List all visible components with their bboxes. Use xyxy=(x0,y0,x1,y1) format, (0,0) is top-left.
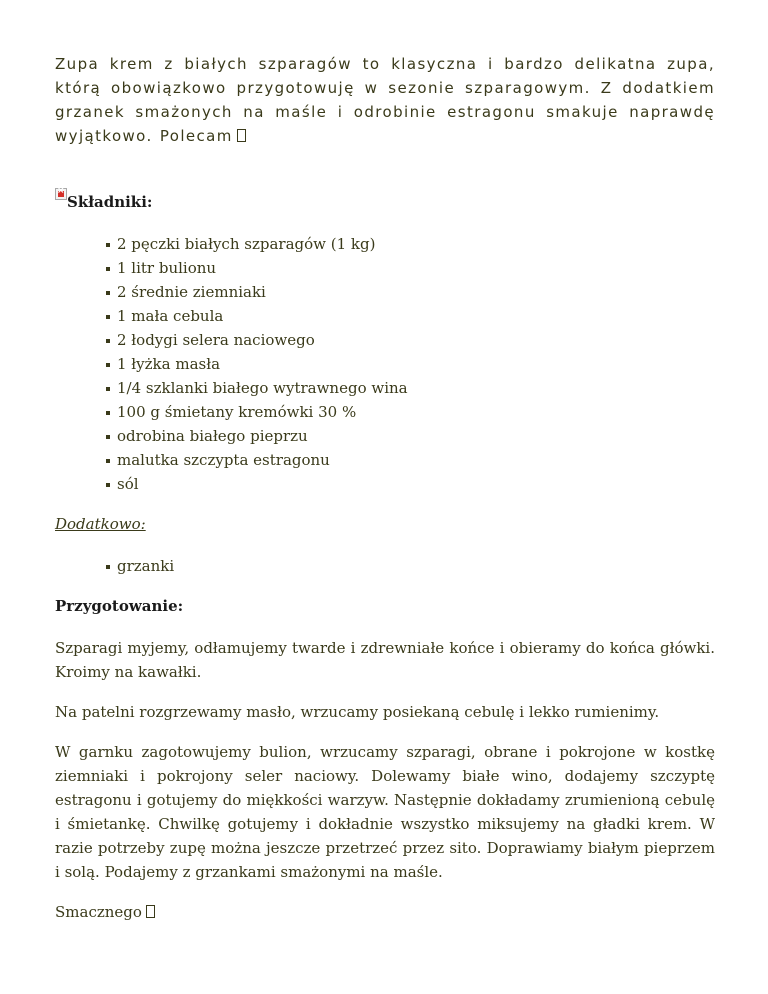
list-item: 1 mała cebula xyxy=(106,304,715,328)
preparation-heading: Przygotowanie: xyxy=(55,597,184,615)
closing-text: Smacznego xyxy=(55,903,142,921)
ingredients-heading: Składniki: xyxy=(67,193,153,211)
closing-line xyxy=(55,900,715,924)
list-item: 2 średnie ziemniaki xyxy=(106,280,715,304)
ingredients-list xyxy=(55,232,715,496)
list-item: 1 litr bulionu xyxy=(106,256,715,280)
list-item: grzanki xyxy=(106,554,715,578)
list-item: 100 g śmietany kremówki 30 % xyxy=(106,400,715,424)
missing-glyph-icon xyxy=(146,905,155,918)
broken-image-icon xyxy=(55,188,67,200)
list-item: 1 łyżka masła xyxy=(106,352,715,376)
preparation-step-1: Szparagi myjemy, odłamujemy twarde i zdrewniałe końce i obieramy do końca główki. Kroimy na kawałki. xyxy=(55,639,715,681)
list-item: 2 pęczki białych szparagów (1 kg) xyxy=(106,232,715,256)
preparation-step-3: W garnku zagotowujemy bulion, wrzucamy szparagi, obrane i pokrojone w kostkę ziemniaki i pokrojony seler naciowy. Dolewamy białe wino, dodajemy szczyptę estragonu i gotujemy do miękkości warzyw. Następnie dokładamy zrumienioną cebulę i śmietankę. Chwilkę gotujemy i dokładnie wszystko miksujemy na gładki krem. W razie potrzeby zupę można jeszcze przetrzeć przez sito. Doprawiamy białym pieprzem i solą. Podajemy z grzankami smażonymi na maśle. xyxy=(55,743,715,881)
extras-list xyxy=(55,554,715,578)
intro-text: Zupa krem z białych szparagów to klasyczna i bardzo delikatna zupa, którą obowiązkowo przygotowuję w sezonie szparagowym. Z dodatkiem grzanek smażonych na maśle i odrobinie estragonu smakuje naprawdę wyjątkowo. Polecam xyxy=(55,55,715,145)
list-item: 2 łodygi selera naciowego xyxy=(106,328,715,352)
list-item: 1/4 szklanki białego wytrawnego wina xyxy=(106,376,715,400)
list-item: odrobina białego pieprzu xyxy=(106,424,715,448)
list-item: sól xyxy=(106,472,715,496)
missing-glyph-icon xyxy=(237,129,246,142)
ingredients-heading-row xyxy=(55,188,715,214)
extras-heading: Dodatkowo: xyxy=(55,515,146,533)
list-item: malutka szczypta estragonu xyxy=(106,448,715,472)
intro-paragraph xyxy=(55,52,715,148)
recipe-article xyxy=(55,52,715,924)
preparation-step-2: Na patelni rozgrzewamy masło, wrzucamy posiekaną cebulę i lekko rumienimy. xyxy=(55,703,660,721)
